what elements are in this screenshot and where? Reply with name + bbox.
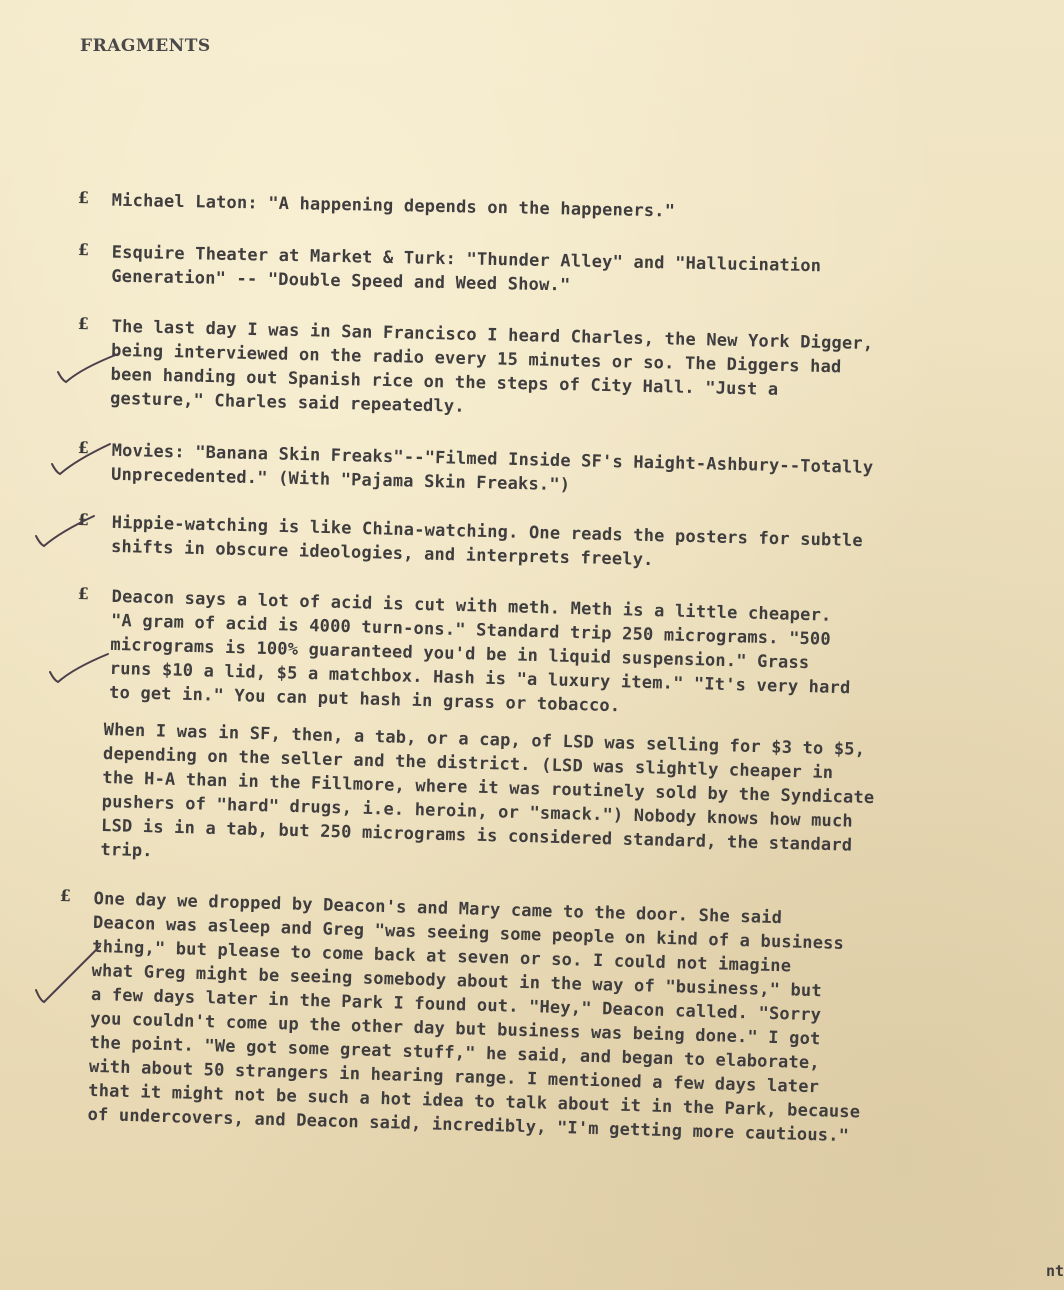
pound-marker: £ [59, 886, 72, 906]
fragment-text: Michael Laton: "A happening depends on the happeners." [111, 190, 676, 222]
page-title: FRAGMENTS [80, 36, 211, 56]
pound-marker: £ [77, 584, 90, 604]
fragment-paragraph: When I was in SF, then, a tab, or a cap, of LSD was selling for $3 to $5, depending on the seller and the district. (LSD was slightly cheaper in the H-A than in the Fillmore, where it was routinely sold by the Syndicate pushers of "hard" drugs, i.e. heroin, or "smack.") Nobody knows how much LSD is in a tab, but 250 micrograms is considered standard, the standard trip. [100, 719, 875, 862]
fragment-entry [75, 584, 1038, 729]
pound-marker: £ [77, 438, 90, 458]
fragment-text: Movies: "Banana Skin Freaks"--"Filmed Inside SF's Haight-Ashbury--Totally Unprecedented." (With "Pajama Skin Freaks.") [110, 440, 874, 496]
fragment-entry [77, 240, 1038, 306]
pound-marker: £ [77, 510, 90, 530]
fragment-text: Deacon says a lot of acid is cut with meth. Meth is a little cheaper. "A gram of acid is 4000 turn-ons." Standard trip 250 micrograms. "500 micrograms is 100% guaranteed you'd be in liquid suspension." Grass runs $10 a lid, $5 a matchbox. Hash is "a luxury item." "It's very hard to get in." You can put hash in grass or tobacco. [108, 586, 851, 717]
edge-text-fragment: nt [1045, 1262, 1064, 1280]
pound-marker: £ [77, 188, 90, 208]
fragment-entry [53, 886, 1019, 1153]
fragment-text: The last day I was in San Francisco I heard Charles, the New York Digger, being interviewed on the radio every 15 minutes or so. The Diggers had been handing out Spanish rice on the steps of City Hall. "Just a gesture," Charles said repeatedly. [109, 316, 874, 417]
fragment-text: One day we dropped by Deacon's and Mary came to the door. She said Deacon was asleep and Greg "was seeing some people on kind of a business thing," but please to come back at seven or so. I could not imagine what Greg might be seeing somebody about in the way of "business," but a few days later in the Park I found out. "Hey," Deacon called. "Sorry you couldn't come up the other day but business was being done." I got the point. "We got some great stuff," he said, and began to elaborate, with about 50 strangers in hearing range. I mentioned a few days later that it might not be such a hot idea to talk about it in the Park, because of undercovers, and Deacon said, incredibly, "I'm getting more cautious." [87, 888, 861, 1147]
fragment-entry [76, 314, 1038, 432]
pound-marker: £ [77, 314, 90, 334]
fragment-text: Hippie-watching is like China-watching. One reads the posters for subtle shifts in obscure ideologies, and interprets freely. [110, 512, 864, 571]
fragment-text: Esquire Theater at Market & Turk: "Thunder Alley" and "Hallucination Generation" -- "Double Speed and Weed Show." [111, 242, 822, 296]
fragment-entry [78, 188, 1038, 230]
pound-marker: £ [77, 240, 90, 260]
fragment-entry [77, 510, 1038, 581]
fragment-entry [77, 438, 1038, 508]
